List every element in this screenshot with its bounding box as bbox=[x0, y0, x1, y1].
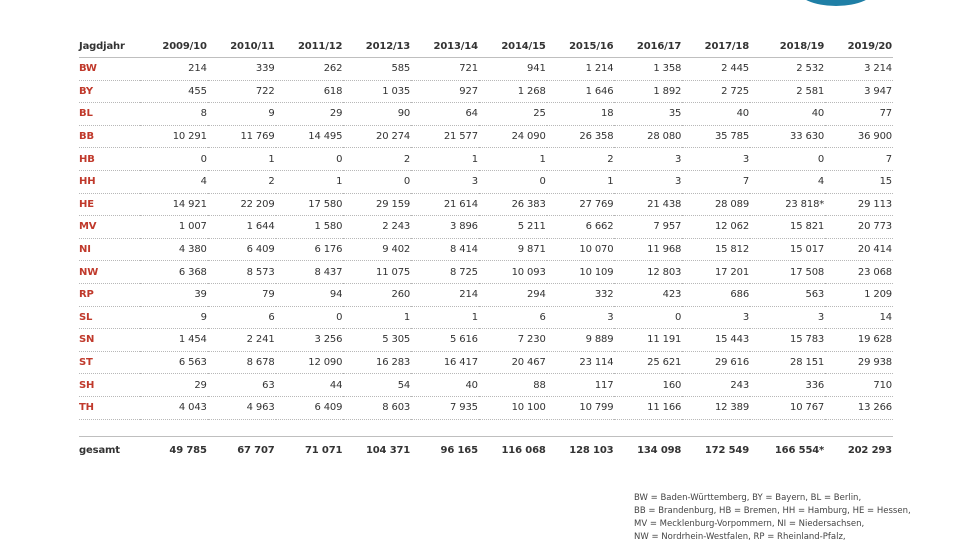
table-cell: 9 871 bbox=[479, 238, 547, 261]
table-cell: 1 209 bbox=[825, 283, 893, 306]
state-code: BW bbox=[79, 58, 140, 81]
table-cell: 14 921 bbox=[140, 193, 208, 216]
table-cell: 26 383 bbox=[479, 193, 547, 216]
total-row bbox=[79, 436, 893, 465]
table-cell: 29 bbox=[140, 374, 208, 397]
total-cell: 166 554* bbox=[774, 445, 825, 456]
table-row bbox=[79, 306, 893, 329]
table-cell: 27 769 bbox=[547, 193, 615, 216]
header-year: 2012/13 bbox=[343, 36, 411, 58]
total-cell: 116 068 bbox=[501, 445, 546, 456]
table-row bbox=[79, 80, 893, 103]
table-cell: 1 bbox=[479, 148, 547, 171]
state-code: HH bbox=[79, 170, 140, 193]
table-cell: 7 bbox=[682, 170, 750, 193]
table-cell: 14 bbox=[825, 306, 893, 329]
table-cell: 11 968 bbox=[614, 238, 682, 261]
table-cell: 10 291 bbox=[140, 125, 208, 148]
table-cell: 10 767 bbox=[750, 396, 825, 419]
table-cell: 5 211 bbox=[479, 216, 547, 239]
table-row bbox=[79, 374, 893, 397]
header-year: 2016/17 bbox=[614, 36, 682, 58]
table-cell: 4 963 bbox=[208, 396, 276, 419]
table-row bbox=[79, 170, 893, 193]
table-cell: 8 573 bbox=[208, 261, 276, 284]
table-cell: 2 bbox=[343, 148, 411, 171]
table-cell: 3 bbox=[547, 306, 615, 329]
table-cell: 3 bbox=[750, 306, 825, 329]
total-label: gesamt bbox=[79, 445, 120, 456]
table-cell: 2 243 bbox=[343, 216, 411, 239]
header-year: 2015/16 bbox=[547, 36, 615, 58]
table-cell: 3 214 bbox=[825, 58, 893, 81]
state-code: RP bbox=[79, 283, 140, 306]
separator-cell bbox=[79, 419, 140, 436]
table-cell: 6 176 bbox=[276, 238, 344, 261]
table-cell: 26 358 bbox=[547, 125, 615, 148]
table-cell: 21 438 bbox=[614, 193, 682, 216]
table-cell: 29 bbox=[276, 103, 344, 126]
table-cell: 3 bbox=[682, 148, 750, 171]
table-cell: 23 068 bbox=[825, 261, 893, 284]
table-cell: 1 bbox=[547, 170, 615, 193]
separator-cell bbox=[140, 419, 208, 436]
total-cell: 128 103 bbox=[569, 445, 614, 456]
table-cell: 17 201 bbox=[682, 261, 750, 284]
state-code: MV bbox=[79, 216, 140, 239]
table-row bbox=[79, 238, 893, 261]
table-cell: 8 603 bbox=[343, 396, 411, 419]
table-cell: 40 bbox=[411, 374, 479, 397]
table-cell: 9 bbox=[208, 103, 276, 126]
table-cell: 1 892 bbox=[614, 80, 682, 103]
table-cell: 15 812 bbox=[682, 238, 750, 261]
table-cell: 423 bbox=[614, 283, 682, 306]
table-cell: 4 043 bbox=[140, 396, 208, 419]
table-cell: 17 580 bbox=[276, 193, 344, 216]
header-row bbox=[79, 36, 893, 58]
separator-cell bbox=[614, 419, 682, 436]
separator-cell bbox=[825, 419, 893, 436]
table-cell: 5 305 bbox=[343, 329, 411, 352]
table-cell: 1 358 bbox=[614, 58, 682, 81]
table-cell: 10 799 bbox=[547, 396, 615, 419]
table-row bbox=[79, 261, 893, 284]
table-cell: 1 214 bbox=[547, 58, 615, 81]
table-cell: 1 646 bbox=[547, 80, 615, 103]
table-row bbox=[79, 216, 893, 239]
table-cell: 20 773 bbox=[825, 216, 893, 239]
state-code: ST bbox=[79, 351, 140, 374]
table-cell: 686 bbox=[682, 283, 750, 306]
table-cell: 5 616 bbox=[411, 329, 479, 352]
table-cell: 29 938 bbox=[825, 351, 893, 374]
table-cell: 8 678 bbox=[208, 351, 276, 374]
legend-line: BW = Baden-Württemberg, BY = Bayern, BL = Berlin, bbox=[634, 493, 862, 503]
table-cell: 941 bbox=[479, 58, 547, 81]
table-cell: 6 662 bbox=[547, 216, 615, 239]
table-cell: 0 bbox=[276, 148, 344, 171]
table-cell: 1 454 bbox=[140, 329, 208, 352]
state-code: SL bbox=[79, 306, 140, 329]
table-cell: 21 614 bbox=[411, 193, 479, 216]
table-cell: 563 bbox=[750, 283, 825, 306]
table-cell: 262 bbox=[276, 58, 344, 81]
table-cell: 7 230 bbox=[479, 329, 547, 352]
state-code: NW bbox=[79, 261, 140, 284]
table-cell: 1 268 bbox=[479, 80, 547, 103]
total-cell: 49 785 bbox=[169, 445, 207, 456]
table-cell: 29 616 bbox=[682, 351, 750, 374]
table-cell: 40 bbox=[682, 103, 750, 126]
table-cell: 710 bbox=[825, 374, 893, 397]
header-year: 2009/10 bbox=[140, 36, 208, 58]
table-cell: 294 bbox=[479, 283, 547, 306]
table-cell: 17 508 bbox=[750, 261, 825, 284]
legend-line: MV = Mecklenburg-Vorpommern, NI = Niedersachsen, bbox=[634, 519, 865, 529]
table-cell: 8 437 bbox=[276, 261, 344, 284]
table-cell: 0 bbox=[479, 170, 547, 193]
separator-cell bbox=[276, 419, 344, 436]
table-cell: 11 166 bbox=[614, 396, 682, 419]
header-year: 2010/11 bbox=[208, 36, 276, 58]
hunting-statistics-table bbox=[79, 36, 893, 465]
table-cell: 15 783 bbox=[750, 329, 825, 352]
table-cell: 9 889 bbox=[547, 329, 615, 352]
state-code: HB bbox=[79, 148, 140, 171]
table-cell: 6 563 bbox=[140, 351, 208, 374]
state-code: SH bbox=[79, 374, 140, 397]
table-cell: 0 bbox=[343, 170, 411, 193]
table-cell: 35 bbox=[614, 103, 682, 126]
table-cell: 2 581 bbox=[750, 80, 825, 103]
table-cell: 7 957 bbox=[614, 216, 682, 239]
table-cell: 7 bbox=[825, 148, 893, 171]
separator-cell bbox=[208, 419, 276, 436]
table-cell: 1 bbox=[208, 148, 276, 171]
state-code: BY bbox=[79, 80, 140, 103]
separator-cell bbox=[343, 419, 411, 436]
table-row bbox=[79, 148, 893, 171]
header-year: 2017/18 bbox=[682, 36, 750, 58]
table-cell: 25 bbox=[479, 103, 547, 126]
table-cell: 25 621 bbox=[614, 351, 682, 374]
table-row bbox=[79, 396, 893, 419]
table-cell: 243 bbox=[682, 374, 750, 397]
total-cell: 67 707 bbox=[237, 445, 275, 456]
table-cell: 6 409 bbox=[276, 396, 344, 419]
abbreviation-legend bbox=[634, 492, 934, 544]
table-cell: 20 414 bbox=[825, 238, 893, 261]
legend-line: NW = Nordrhein-Westfalen, RP = Rheinland-Pfalz, bbox=[634, 532, 846, 542]
table-cell: 11 191 bbox=[614, 329, 682, 352]
table-cell: 2 241 bbox=[208, 329, 276, 352]
table-cell: 3 bbox=[411, 170, 479, 193]
table-cell: 0 bbox=[276, 306, 344, 329]
table-cell: 14 495 bbox=[276, 125, 344, 148]
table-cell: 11 075 bbox=[343, 261, 411, 284]
table-cell: 721 bbox=[411, 58, 479, 81]
total-separator bbox=[79, 419, 893, 436]
table-cell: 36 900 bbox=[825, 125, 893, 148]
state-code: NI bbox=[79, 238, 140, 261]
total-cell: 172 549 bbox=[704, 445, 750, 456]
table-cell: 12 803 bbox=[614, 261, 682, 284]
table-header bbox=[79, 36, 893, 58]
table-cell: 0 bbox=[750, 148, 825, 171]
table-cell: 39 bbox=[140, 283, 208, 306]
table-cell: 24 090 bbox=[479, 125, 547, 148]
table-cell: 10 100 bbox=[479, 396, 547, 419]
state-code: SN bbox=[79, 329, 140, 352]
table-cell: 15 017 bbox=[750, 238, 825, 261]
table-cell: 2 bbox=[547, 148, 615, 171]
table-cell: 77 bbox=[825, 103, 893, 126]
table-cell: 7 935 bbox=[411, 396, 479, 419]
table-cell: 33 630 bbox=[750, 125, 825, 148]
table-cell: 6 368 bbox=[140, 261, 208, 284]
table-cell: 28 151 bbox=[750, 351, 825, 374]
table-cell: 618 bbox=[276, 80, 344, 103]
corner-logo-shape bbox=[796, 0, 876, 6]
total-cell: 104 371 bbox=[365, 445, 411, 456]
table-cell: 6 bbox=[208, 306, 276, 329]
table-cell: 1 bbox=[343, 306, 411, 329]
table-cell: 6 409 bbox=[208, 238, 276, 261]
table-cell: 927 bbox=[411, 80, 479, 103]
table-cell: 10 070 bbox=[547, 238, 615, 261]
table-cell: 94 bbox=[276, 283, 344, 306]
table-cell: 15 821 bbox=[750, 216, 825, 239]
table-cell: 16 283 bbox=[343, 351, 411, 374]
table-cell: 35 785 bbox=[682, 125, 750, 148]
table-cell: 260 bbox=[343, 283, 411, 306]
table-cell: 20 467 bbox=[479, 351, 547, 374]
separator-cell bbox=[547, 419, 615, 436]
table-cell: 214 bbox=[140, 58, 208, 81]
table-row bbox=[79, 125, 893, 148]
table-cell: 339 bbox=[208, 58, 276, 81]
table-cell: 15 443 bbox=[682, 329, 750, 352]
total-cell: 96 165 bbox=[440, 445, 478, 456]
table-cell: 1 644 bbox=[208, 216, 276, 239]
state-code: TH bbox=[79, 396, 140, 419]
separator-cell bbox=[750, 419, 825, 436]
table-cell: 16 417 bbox=[411, 351, 479, 374]
header-year: 2011/12 bbox=[276, 36, 344, 58]
table-cell: 12 062 bbox=[682, 216, 750, 239]
table-row bbox=[79, 283, 893, 306]
table-cell: 79 bbox=[208, 283, 276, 306]
table-cell: 40 bbox=[750, 103, 825, 126]
table-cell: 2 bbox=[208, 170, 276, 193]
table-cell: 1 bbox=[276, 170, 344, 193]
table-cell: 8 414 bbox=[411, 238, 479, 261]
header-year: 2013/14 bbox=[411, 36, 479, 58]
table-cell: 44 bbox=[276, 374, 344, 397]
table-cell: 2 725 bbox=[682, 80, 750, 103]
table-cell: 4 380 bbox=[140, 238, 208, 261]
table-cell: 12 389 bbox=[682, 396, 750, 419]
table-cell: 19 628 bbox=[825, 329, 893, 352]
table-cell: 0 bbox=[140, 148, 208, 171]
table-cell: 29 113 bbox=[825, 193, 893, 216]
separator-cell bbox=[682, 419, 750, 436]
table-cell: 10 093 bbox=[479, 261, 547, 284]
table-cell: 22 209 bbox=[208, 193, 276, 216]
table-cell: 3 896 bbox=[411, 216, 479, 239]
table-cell: 585 bbox=[343, 58, 411, 81]
table-cell: 8 725 bbox=[411, 261, 479, 284]
table-cell: 1 bbox=[411, 306, 479, 329]
table-cell: 15 bbox=[825, 170, 893, 193]
table-cell: 4 bbox=[750, 170, 825, 193]
table-cell: 0 bbox=[614, 306, 682, 329]
table-cell: 12 090 bbox=[276, 351, 344, 374]
total-cell: 71 071 bbox=[304, 445, 343, 456]
table-cell: 21 577 bbox=[411, 125, 479, 148]
table-cell: 11 769 bbox=[208, 125, 276, 148]
table-cell: 3 947 bbox=[825, 80, 893, 103]
table-cell: 3 bbox=[614, 148, 682, 171]
table-cell: 722 bbox=[208, 80, 276, 103]
table-cell: 90 bbox=[343, 103, 411, 126]
table-cell: 455 bbox=[140, 80, 208, 103]
table-cell: 160 bbox=[614, 374, 682, 397]
table-cell: 8 bbox=[140, 103, 208, 126]
table-cell: 117 bbox=[547, 374, 615, 397]
table-cell: 23 114 bbox=[547, 351, 615, 374]
separator-cell bbox=[479, 419, 547, 436]
table-cell: 28 089 bbox=[682, 193, 750, 216]
table-cell: 63 bbox=[208, 374, 276, 397]
table-cell: 6 bbox=[479, 306, 547, 329]
table-row bbox=[79, 103, 893, 126]
table-body bbox=[79, 58, 893, 465]
table-cell: 54 bbox=[343, 374, 411, 397]
table-row bbox=[79, 193, 893, 216]
table-cell: 3 bbox=[682, 306, 750, 329]
header-year: 2019/20 bbox=[825, 36, 893, 58]
table-cell: 9 402 bbox=[343, 238, 411, 261]
header-label: Jagdjahr bbox=[79, 36, 140, 58]
table-cell: 214 bbox=[411, 283, 479, 306]
table-cell: 10 109 bbox=[547, 261, 615, 284]
state-code: BB bbox=[79, 125, 140, 148]
table-cell: 1 007 bbox=[140, 216, 208, 239]
table-row bbox=[79, 351, 893, 374]
table-cell: 2 445 bbox=[682, 58, 750, 81]
total-cell: 134 098 bbox=[637, 445, 682, 456]
table-cell: 3 bbox=[614, 170, 682, 193]
table-cell: 29 159 bbox=[343, 193, 411, 216]
table-cell: 88 bbox=[479, 374, 547, 397]
table-cell: 2 532 bbox=[750, 58, 825, 81]
table-cell: 28 080 bbox=[614, 125, 682, 148]
table-cell: 9 bbox=[140, 306, 208, 329]
table-cell: 1 035 bbox=[343, 80, 411, 103]
table-row bbox=[79, 329, 893, 352]
table-cell: 4 bbox=[140, 170, 208, 193]
table-cell: 1 bbox=[411, 148, 479, 171]
header-year: 2018/19 bbox=[750, 36, 825, 58]
table-cell: 3 256 bbox=[276, 329, 344, 352]
table-cell: 336 bbox=[750, 374, 825, 397]
table-cell: 64 bbox=[411, 103, 479, 126]
total-cell: 202 293 bbox=[847, 445, 892, 456]
table-cell: 23 818* bbox=[750, 193, 825, 216]
header-year: 2014/15 bbox=[479, 36, 547, 58]
state-code: BL bbox=[79, 103, 140, 126]
legend-line: BB = Brandenburg, HB = Bremen, HH = Hamburg, HE = Hessen, bbox=[634, 506, 911, 516]
table-cell: 20 274 bbox=[343, 125, 411, 148]
table-cell: 332 bbox=[547, 283, 615, 306]
table-cell: 18 bbox=[547, 103, 615, 126]
table-cell: 13 266 bbox=[825, 396, 893, 419]
separator-cell bbox=[411, 419, 479, 436]
table-row bbox=[79, 58, 893, 81]
table-cell: 1 580 bbox=[276, 216, 344, 239]
state-code: HE bbox=[79, 193, 140, 216]
